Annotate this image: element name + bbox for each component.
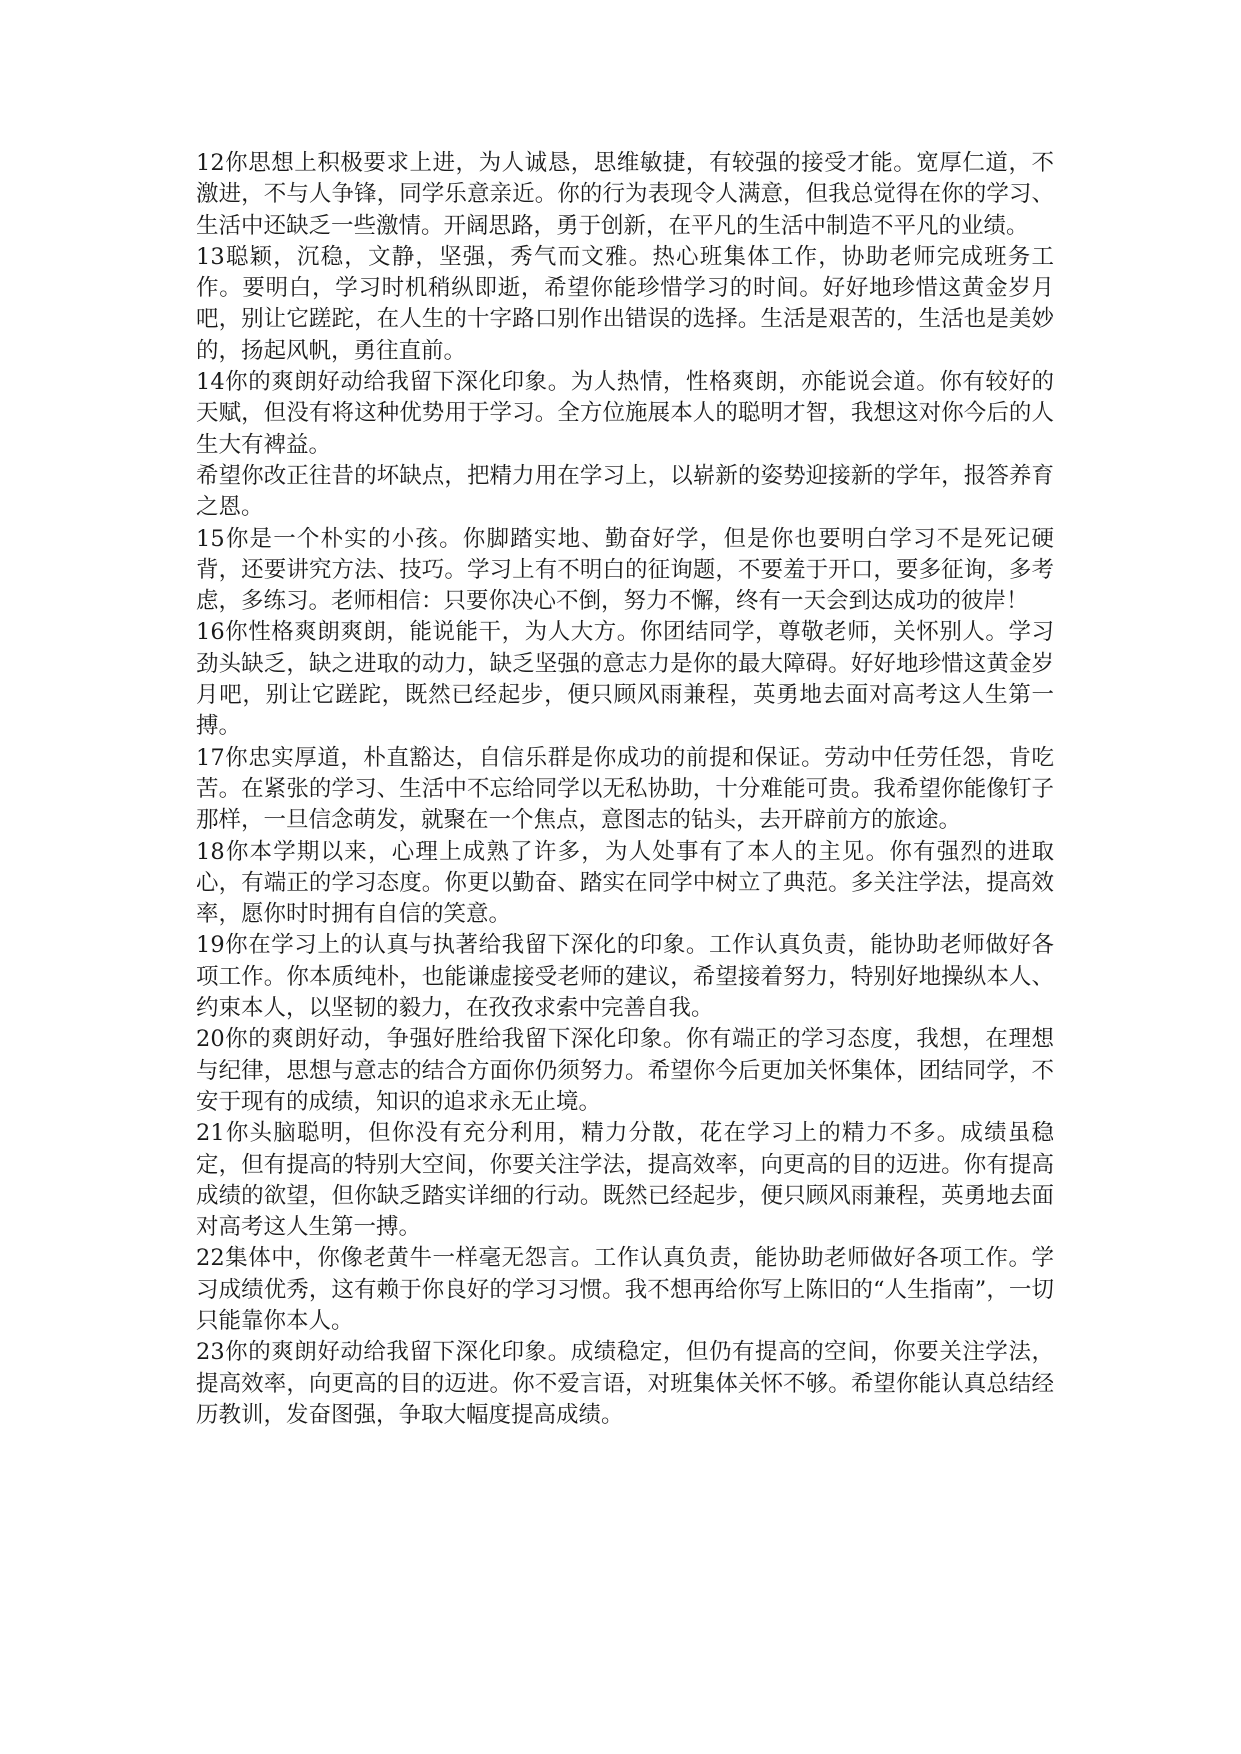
comment-paragraph-22: 22集体中，你像老黄牛一样毫无怨言。工作认真负责，能协助老师做好各项工作。学习成绩优秀，这有赖于你良好的学习习惯。我不想再给你写上陈旧的“人生指南”，一切只能靠你本人。	[196, 1245, 1054, 1334]
document-page	[196, 148, 1054, 1431]
comment-paragraph-14: 14你的爽朗好动给我留下深化印象。为人热情，性格爽朗，亦能说会道。你有较好的天赋，但没有将这种优势用于学习。全方位施展本人的聪明才智，我想这对你今后的人生大有裨益。	[196, 369, 1054, 458]
comment-paragraph-13: 13聪颖，沉稳，文静，坚强，秀气而文雅。热心班集体工作，协助老师完成班务工作。要明白，学习时机稍纵即逝，希望你能珍惜学习的时间。好好地珍惜这黄金岁月吧，别让它蹉跎，在人生的十字路口别作出错误的选择。生活是艰苦的，生活也是美妙的，扬起风帆，勇往直前。	[196, 243, 1054, 364]
comment-paragraph-12: 12你思想上积极要求上进，为人诚恳，思维敏捷，有较强的接受才能。宽厚仁道，不激进，不与人争锋，同学乐意亲近。你的行为表现令人满意，但我总觉得在你的学习、生活中还缺乏一些激情。开阔思路，勇于创新，在平凡的生活中制造不平凡的业绩。	[196, 150, 1054, 239]
comment-paragraph-19: 19你在学习上的认真与执著给我留下深化的印象。工作认真负责，能协助老师做好各项工作。你本质纯朴，也能谦虚接受老师的建议，希望接着努力，特别好地操纵本人、约束本人，以坚韧的毅力，在孜孜求索中完善自我。	[196, 932, 1054, 1022]
comment-paragraph-15: 15你是一个朴实的小孩。你脚踏实地、勤奋好学，但是你也要明白学习不是死记硬背，还要讲究方法、技巧。学习上有不明白的征询题，不要羞于开口，要多征询，多考虑，多练习。老师相信：只要你决心不倒，努力不懈，终有一天会到达成功的彼岸！	[196, 525, 1054, 615]
comment-paragraph-16: 16你性格爽朗爽朗，能说能干，为人大方。你团结同学，尊敬老师，关怀别人。学习劲头缺乏，缺之进取的动力，缺乏坚强的意志力是你的最大障碍。好好地珍惜这黄金岁月吧，别让它蹉跎，既然已经起步，便只顾风雨兼程，英勇地去面对高考这人生第一搏。	[196, 619, 1054, 740]
comment-paragraph-20: 20你的爽朗好动，争强好胜给我留下深化印象。你有端正的学习态度，我想，在理想与纪律，思想与意志的结合方面你仍须努力。希望你今后更加关怀集体，团结同学，不安于现有的成绩，知识的追求永无止境。	[196, 1026, 1054, 1115]
comment-paragraph-21: 21你头脑聪明，但你没有充分利用，精力分散，花在学习上的精力不多。成绩虽稳定，但有提高的特别大空间，你要关注学法，提高效率，向更高的目的迈进。你有提高成绩的欲望，但你缺乏踏实详细的行动。既然已经起步，便只顾风雨兼程，英勇地去面对高考这人生第一搏。	[196, 1120, 1054, 1241]
comment-paragraph-14-continued: 希望你改正往昔的坏缺点，把精力用在学习上，以崭新的姿势迎接新的学年，报答养育之恩。	[196, 462, 1054, 521]
comment-paragraph-23: 23你的爽朗好动给我留下深化印象。成绩稳定，但仍有提高的空间，你要关注学法，提高效率，向更高的目的迈进。你不爱言语，对班集体关怀不够。希望你能认真总结经历教训，发奋图强，争取大幅度提高成绩。	[196, 1339, 1054, 1428]
comment-paragraph-18: 18你本学期以来，心理上成熟了许多，为人处事有了本人的主见。你有强烈的进取心，有端正的学习态度。你更以勤奋、踏实在同学中树立了典范。多关注学法，提高效率，愿你时时拥有自信的笑意。	[196, 838, 1054, 928]
comment-paragraph-17: 17你忠实厚道，朴直豁达，自信乐群是你成功的前提和保证。劳动中任劳任怨，肯吃苦。在紧张的学习、生活中不忘给同学以无私协助，十分难能可贵。我希望你能像钉子那样，一旦信念萌发，就聚在一个焦点，意图志的钻头，去开辟前方的旅途。	[196, 744, 1054, 834]
